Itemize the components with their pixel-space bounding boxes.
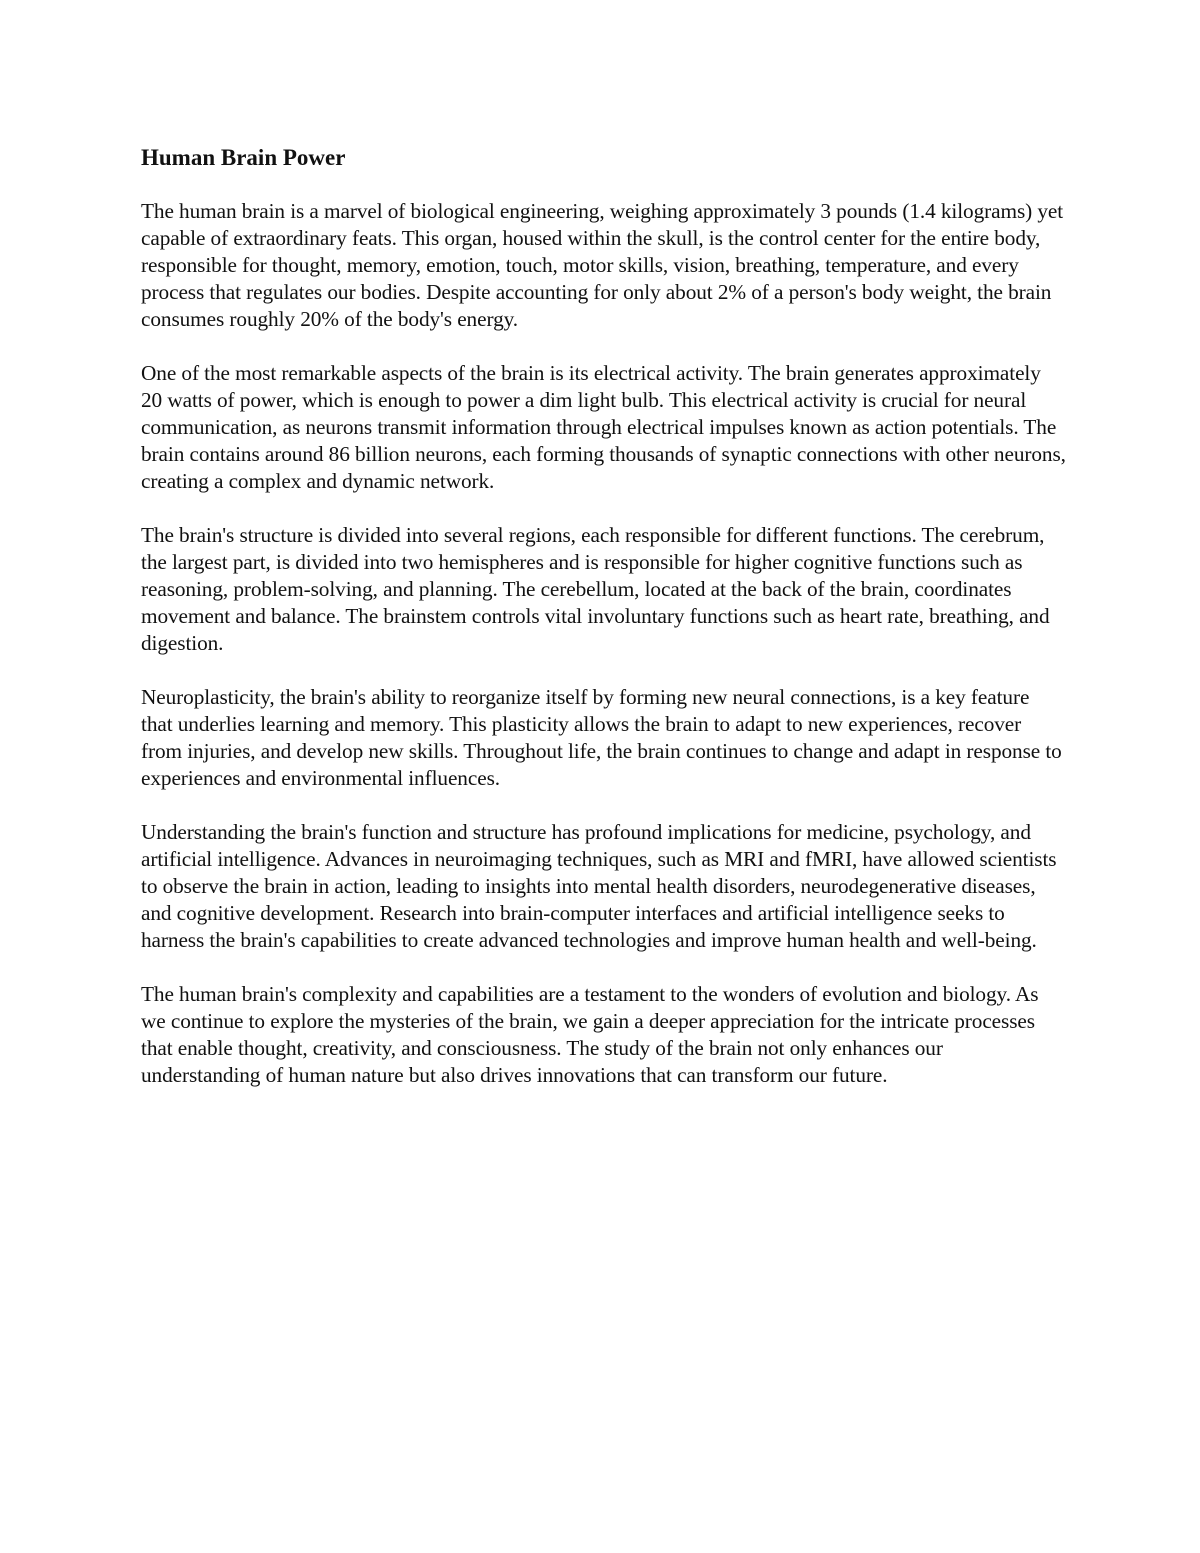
document-title: Human Brain Power: [141, 145, 346, 170]
document-body: [141, 144, 1066, 1116]
paragraph-3: The brain's structure is divided into several regions, each responsible for different functions. The cerebrum, the largest part, is divided into two hemispheres and is responsible for higher cognitive functions such as reasoning, problem-solving, and planning. The cerebellum, located at the back of the brain, coordinates movement and balance. The brainstem controls vital involuntary functions such as heart rate, breathing, and digestion.: [141, 523, 1050, 655]
paragraph-4: Neuroplasticity, the brain's ability to reorganize itself by forming new neural connections, is a key feature that underlies learning and memory. This plasticity allows the brain to adapt to new experiences, recover from injuries, and develop new skills. Throughout life, the brain continues to change and adapt in response to experiences and environmental influences.: [141, 685, 1062, 790]
paragraph-6: The human brain's complexity and capabilities are a testament to the wonders of evolution and biology. As we continue to explore the mysteries of the brain, we gain a deeper appreciation for the intricate processes that enable thought, creativity, and consciousness. The study of the brain not only enhances our understanding of human nature but also drives innovations that can transform our future.: [141, 982, 1039, 1087]
paragraph-1: The human brain is a marvel of biological engineering, weighing approximately 3 pounds (1.4 kilograms) yet capable of extraordinary feats. This organ, housed within the skull, is the control center for the entire body, responsible for thought, memory, emotion, touch, motor skills, vision, breathing, temperature, and every process that regulates our bodies. Despite accounting for only about 2% of a person's body weight, the brain consumes roughly 20% of the body's energy.: [141, 199, 1064, 331]
paragraph-2: One of the most remarkable aspects of the brain is its electrical activity. The brain generates approximately 20 watts of power, which is enough to power a dim light bulb. This electrical activity is crucial for neural communication, as neurons transmit information through electrical impulses known as action potentials. The brain contains around 86 billion neurons, each forming thousands of synaptic connections with other neurons, creating a complex and dynamic network.: [141, 361, 1066, 493]
paragraph-5: Understanding the brain's function and structure has profound implications for medicine, psychology, and artificial intelligence. Advances in neuroimaging techniques, such as MRI and fMRI, have allowed scientists to observe the brain in action, leading to insights into mental health disorders, neurodegenerative diseases, and cognitive development. Research into brain-computer interfaces and artificial intelligence seeks to harness the brain's capabilities to create advanced technologies and improve human health and well-being.: [141, 820, 1057, 952]
